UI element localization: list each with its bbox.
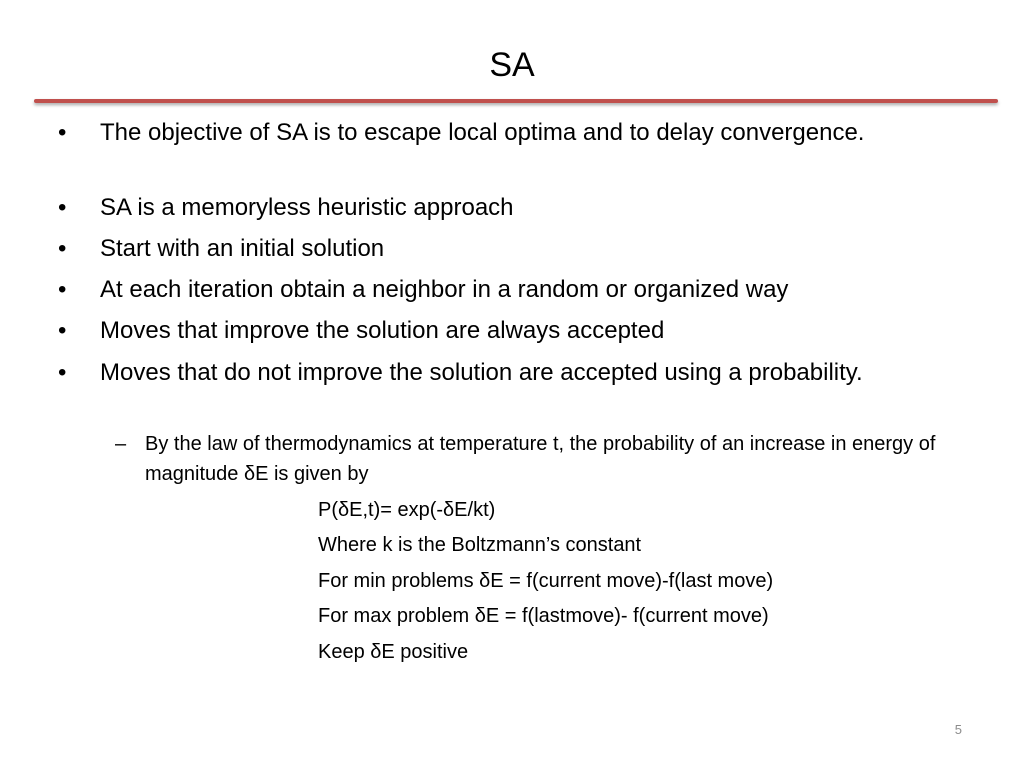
bullet-marker: • bbox=[58, 235, 67, 262]
bullet-text: SA is a memoryless heuristic approach bbox=[100, 194, 514, 221]
bullet-item bbox=[58, 232, 960, 265]
bullet-marker: • bbox=[58, 317, 67, 344]
title-divider bbox=[34, 99, 998, 103]
formula-note: Keep δE positive bbox=[318, 641, 469, 663]
sub-bullet-item bbox=[115, 429, 945, 489]
formula-note: For max problem δE = f(lastmove)- f(current move) bbox=[318, 605, 769, 627]
bullet-item bbox=[58, 273, 960, 306]
bullet-item bbox=[58, 356, 960, 389]
page-number: 5 bbox=[954, 722, 962, 737]
slide-title: SA bbox=[489, 46, 535, 84]
bullet-text: At each iteration obtain a neighbor in a random or organized way bbox=[100, 276, 789, 303]
formula-note: Where k is the Boltzmann’s constant bbox=[318, 534, 642, 556]
bullet-marker: • bbox=[58, 119, 67, 146]
bullet-text: Moves that improve the solution are always accepted bbox=[100, 317, 665, 344]
bullet-marker: • bbox=[58, 359, 67, 386]
bullet-text: Start with an initial solution bbox=[100, 235, 385, 262]
bullet-text: The objective of SA is to escape local optima and to delay convergence. bbox=[100, 119, 865, 146]
bullet-marker: • bbox=[58, 194, 67, 221]
sub-bullet-marker: – bbox=[115, 433, 127, 455]
bullet-item bbox=[58, 116, 960, 149]
formula-note: For min problems δE = f(current move)-f(last move) bbox=[318, 570, 774, 592]
formula-line: P(δE,t)= exp(-δE/kt) bbox=[318, 499, 496, 521]
bullet-item bbox=[58, 191, 960, 224]
bullet-marker: • bbox=[58, 276, 67, 303]
bullet-item bbox=[58, 314, 960, 347]
bullet-text: Moves that do not improve the solution are accepted using a probability. bbox=[100, 359, 863, 386]
sub-bullet-text: By the law of thermodynamics at temperature t, the probability of an increase in energy of magnitude δE is given by bbox=[145, 433, 936, 485]
